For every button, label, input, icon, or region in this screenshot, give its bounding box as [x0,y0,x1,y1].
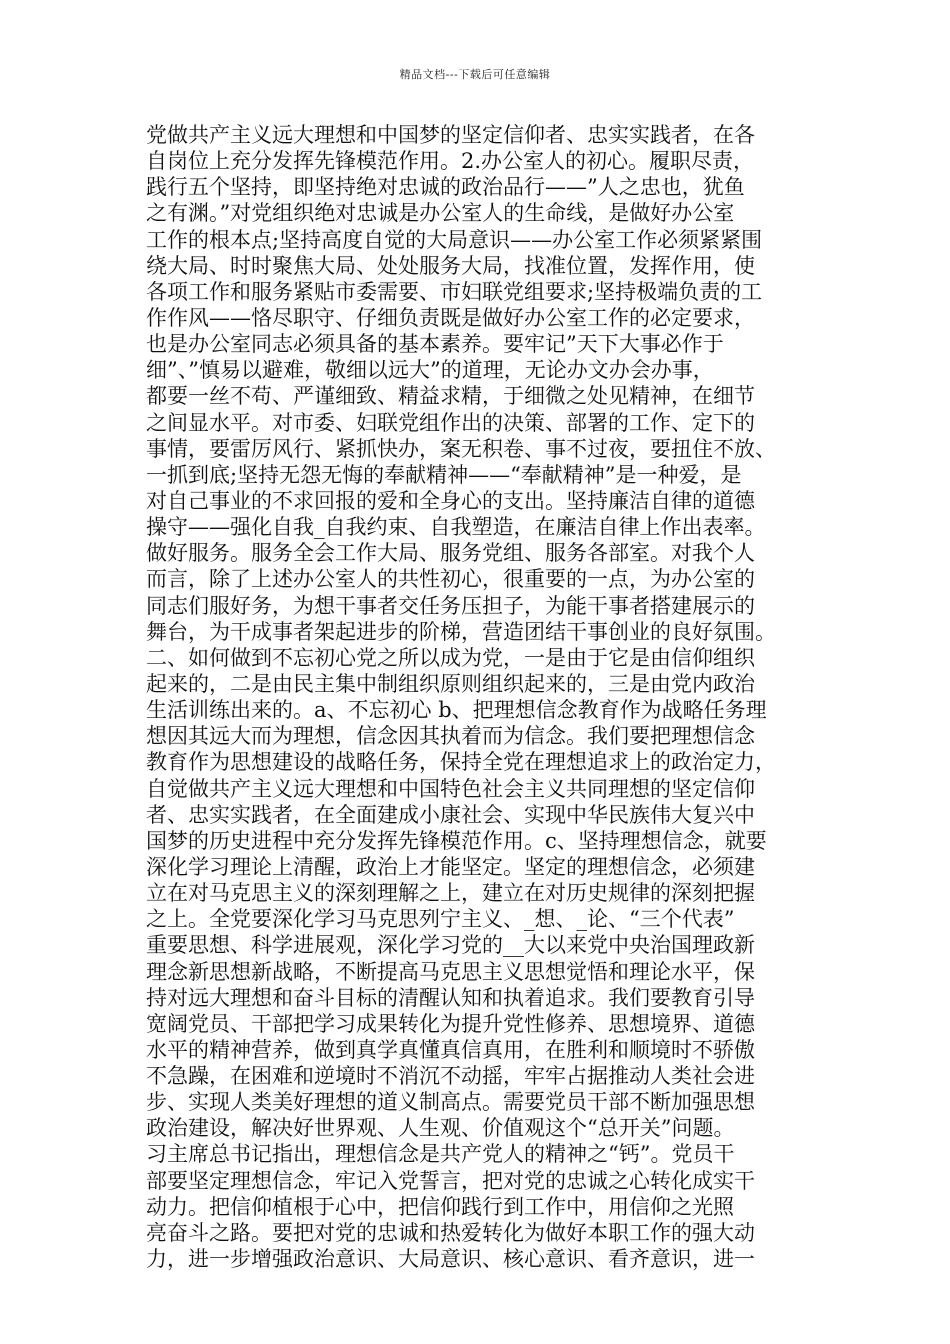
text-line: 力，进一步增强政治意识、大局意识、核心意识、看齐意识，进一 [146,1247,755,1272]
text-line: 者、忠实实践者，在全面建成小康社会、实现中华民族伟大复兴中 [146,802,755,827]
text-line: 做好服务。服务全会工作大局、服务党组、服务各部室。对我个人 [146,541,755,566]
text-line: 作作风——恪尽职守、仔细负责既是做好办公室工作的必定要求， [146,305,755,330]
text-line: 持对远大理想和奋斗目标的清醒认知和执着追求。我们要教育引导 [146,985,755,1010]
text-line: 亮奋斗之路。要把对党的忠诚和热爱转化为做好本职工作的强大动 [146,1220,755,1245]
text-line: 起来的，二是由民主集中制组织原则组织起来的，三是由党内政治 [146,671,755,696]
text-line: 都要一丝不苟、严谨细致、精益求精，于细微之处见精神，在细节 [146,384,755,409]
text-line: 同志们服好务，为想干事者交任务压担子，为能干事者搭建展示的 [146,593,755,618]
text-line: 国梦的历史进程中充分发挥先锋模范作用。c、坚持理想信念，就要 [146,828,767,853]
text-line: 自岗位上充分发挥先锋模范作用。2.办公室人的初心。履职尽责， [146,149,755,174]
text-line: 想因其远大而为理想，信念因其执着而为信念。我们要把理想信念 [146,724,755,749]
text-line: 一抓到底;坚持无怨无悔的奉献精神——“奉献精神”是一种爱，是 [146,462,742,487]
text-line: 绕大局、时时聚焦大局、处处服务大局，找准位置，发挥作用，使 [146,253,755,278]
text-line: 理念新思想新战略，不断提高马克思主义思想觉悟和理论水平，保 [146,959,755,984]
text-line: 生活训练出来的。a、不忘初心 b、把理想信念教育作为战略任务理 [146,698,767,723]
text-line: 立在对马克思主义的深刻理解之上，建立在对历史规律的深刻把握 [146,881,755,906]
text-line: 不急躁，在困难和逆境时不消沉不动摇，牢牢占据推动人类社会进 [146,1064,755,1089]
page-header: 精品文档---下载后可任意编辑 [399,68,551,81]
text-line: 事情，要雷厉风行、紧抓快办，案无积卷、事不过夜，要扭住不放、 [146,436,776,461]
text-line: 宽阔党员、干部把学习成果转化为提升党性修养、思想境界、道德 [146,1011,755,1036]
text-line: 对自己事业的不求回报的爱和全身心的支出。坚持廉洁自律的道德 [146,488,755,513]
text-line: 动力。把信仰植根于心中，把信仰践行到工作中，用信仰之光照 [146,1194,734,1219]
text-line: 重要思想、科学进展观，深化学习党的__大以来党中央治国理政新 [146,933,755,958]
text-line: 党做共产主义远大理想和中国梦的坚定信仰者、忠实实践者，在各 [146,123,755,147]
text-line: 之间显水平。对市委、妇联党组作出的决策、部署的工作、定下的 [146,410,755,435]
text-line: 践行五个坚持，即坚持绝对忠诚的政治品行——”人之忠也，犹鱼 [146,175,745,200]
text-line: 步、实现人类美好理想的道义制高点。需要党员干部不断加强思想 [146,1090,755,1115]
text-line: 细”、”慎易以避难，敬细以远大”的道理，无论办文办会办事， [146,358,714,383]
text-line: 操守——强化自我_自我约束、自我塑造，在廉洁自律上作出表率。 [146,515,766,540]
text-line: 也是办公室同志必须具备的基本素养。要牢记”天下大事必作于 [146,332,724,357]
text-line: 深化学习理论上清醒，政治上才能坚定。坚定的理想信念，必须建 [146,854,755,879]
text-line: 舞台，为干成事者架起进步的阶梯，营造团结干事创业的良好氛围。 [146,619,776,644]
text-line: 部要坚定理想信念，牢记入党誓言，把对党的忠诚之心转化成实干 [146,1168,755,1193]
text-line: 习主席总书记指出，理想信念是共产党人的精神之“钙”。党员干 [146,1142,735,1167]
text-line: 水平的精神营养，做到真学真懂真信真用，在胜利和顺境时不骄傲 [146,1037,755,1062]
text-line: 政治建设，解决好世界观、人生观、价值观这个“总开关”问题。 [146,1116,735,1141]
text-line: 各项工作和服务紧贴市委需要、市妇联党组要求;坚持极端负责的工 [146,279,763,304]
text-line: 工作的根本点;坚持高度自觉的大局意识——办公室工作必须紧紧围 [146,227,763,252]
text-line: 之上。全党要深化学习马克思列宁主义、_想、_论、“三个代表” [146,907,735,932]
text-line: 二、如何做到不忘初心党之所以成为党，一是由于它是由信仰组织 [146,645,755,670]
text-line: 之有渊。”对党组织绝对忠诚是办公室人的生命线，是做好办公室 [146,201,735,226]
body-text [146,122,806,1272]
text-line: 而言，除了上述办公室人的共性初心，很重要的一点，为办公室的 [146,567,755,592]
text-line: 教育作为思想建设的战略任务，保持全党在理想追求上的政治定力， [146,750,776,775]
text-line: 自觉做共产主义远大理想和中国特色社会主义共同理想的坚定信仰 [146,776,755,801]
